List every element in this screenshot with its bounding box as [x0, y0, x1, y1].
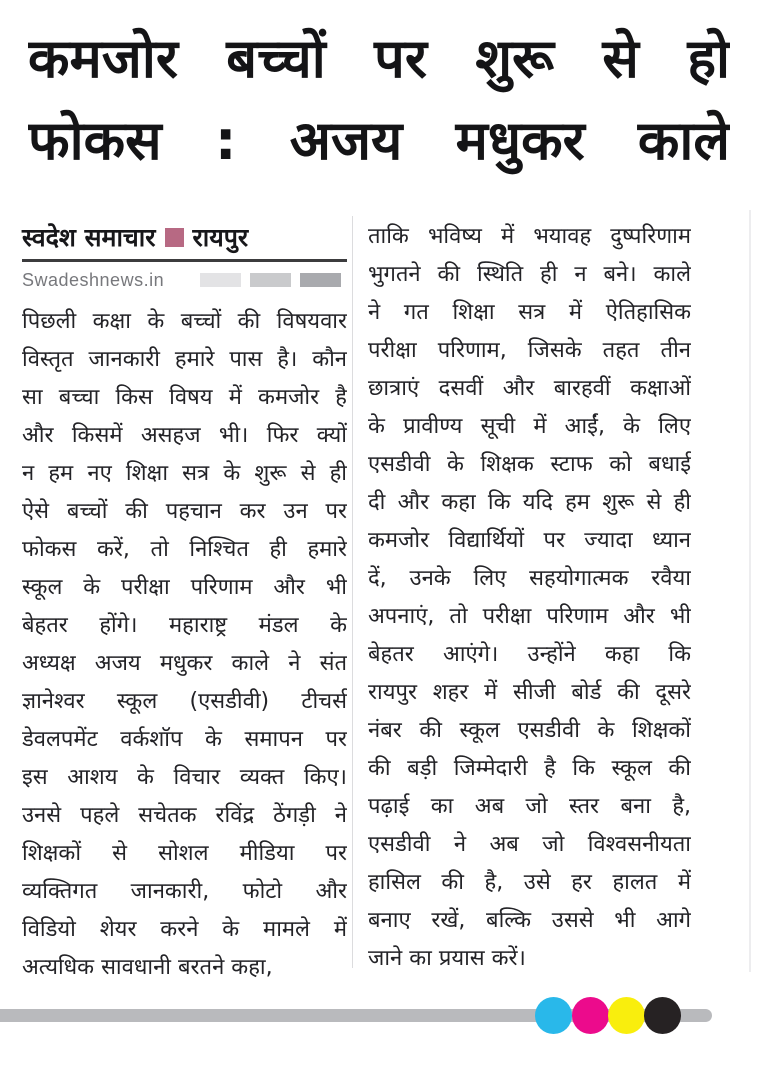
article-line: दी और कहा कि यदि हम शुरू से ही	[368, 490, 691, 515]
article-line: ताकि भविष्य में भयावह दुष्परिणाम	[368, 224, 691, 249]
color-swatch	[250, 273, 291, 287]
color-swatch	[300, 273, 341, 287]
article-line: एसडीवी ने अब जो विश्वसनीयता	[368, 832, 691, 857]
article-line: स्कूल के परीक्षा परिणाम और भी	[22, 575, 347, 600]
article-line: रायपुर शहर में सीजी बोर्ड की दूसरे	[368, 680, 691, 705]
headline	[28, 18, 730, 182]
cmyk-dot-cyan	[535, 997, 572, 1034]
cmyk-dot-yellow	[608, 997, 645, 1034]
headline-line: कमजोर बच्चों पर शुरू से हो	[28, 27, 730, 90]
article-line: बेहतर होंगे। महाराष्ट्र मंडल के	[22, 613, 347, 638]
right-column	[368, 218, 691, 978]
article-line: शिक्षकों से सोशल मीडिया पर	[22, 841, 347, 866]
article-line: भुगतने की स्थिति ही न बने। काले	[368, 262, 691, 287]
article-line: की बड़ी जिम्मेदारी है कि स्कूल की	[368, 756, 691, 781]
color-swatch-group	[200, 273, 347, 287]
color-swatch	[200, 273, 241, 287]
cmyk-dot-magenta	[572, 997, 609, 1034]
column-divider	[352, 216, 353, 968]
article-line: ने गत शिक्षा सत्र में ऐतिहासिक	[368, 300, 691, 325]
left-column	[22, 220, 347, 987]
article-line: एसडीवी के शिक्षक स्टाफ को बधाई	[368, 452, 691, 477]
article-line: व्यक्तिगत जानकारी, फोटो और	[22, 879, 347, 904]
byline	[22, 220, 347, 254]
article-line: पिछली कक्षा के बच्चों की विषयवार	[22, 309, 347, 334]
article-line: डेवलपमेंट वर्कशॉप के समापन पर	[22, 727, 347, 752]
byline-rule	[22, 259, 347, 262]
article-line: उनसे पहले सचेतक रविंद्र ठेंगड़ी ने	[22, 803, 347, 828]
article-line: दें, उनके लिए सहयोगात्मक रवैया	[368, 566, 691, 591]
article-line: बेहतर आएंगे। उन्होंने कहा कि	[368, 642, 691, 667]
article-line: बनाए रखें, बल्कि उससे भी आगे	[368, 908, 691, 933]
article-line: न हम नए शिक्षा सत्र के शुरू से ही	[22, 461, 347, 486]
watermark-row	[22, 271, 347, 289]
article-line: ऐसे बच्चों की पहचान कर उन पर	[22, 499, 347, 524]
article-line: हासिल की है, उसे हर हालत में	[368, 870, 691, 895]
article-line: के प्रावीण्य सूची में आईं, के लिए	[368, 414, 691, 439]
article-line: विस्तृत जानकारी हमारे पास है। कौन	[22, 347, 347, 372]
article-line: विडियो शेयर करने के मामले में	[22, 917, 347, 942]
article-line: फोकस करें, तो निश्चित ही हमारे	[22, 537, 347, 562]
scan-edge-line	[749, 210, 751, 972]
article-line: नंबर की स्कूल एसडीवी के शिक्षकों	[368, 718, 691, 743]
article-line: इस आशय के विचार व्यक्त किए।	[22, 765, 347, 790]
article-line: अध्यक्ष अजय मधुकर काले ने संत	[22, 651, 347, 676]
headline-line: फोकस : अजय मधुकर काले	[28, 109, 730, 172]
article-line: ज्ञानेश्वर स्कूल (एसडीवी) टीचर्स	[22, 689, 347, 714]
byline-separator-square	[165, 228, 184, 247]
article-line: जाने का प्रयास करें।	[368, 946, 526, 971]
article-line: अपनाएं, तो परीक्षा परिणाम और भी	[368, 604, 691, 629]
article-line: सा बच्चा किस विषय में कमजोर है	[22, 385, 347, 410]
article-line: परीक्षा परिणाम, जिसके तहत तीन	[368, 338, 691, 363]
watermark-text: Swadeshnews.in	[22, 269, 165, 290]
article-line: अत्यधिक सावधानी बरतने कहा,	[22, 955, 273, 980]
left-column-text	[22, 303, 347, 987]
cmyk-dot-black	[644, 997, 681, 1034]
article-line: और किसमें असहज भी। फिर क्यों	[22, 423, 347, 448]
article-line: पढ़ाई का अब जो स्तर बना है,	[368, 794, 691, 819]
byline-city: रायपुर	[192, 223, 249, 252]
article-line: कमजोर विद्यार्थियों पर ज्यादा ध्यान	[368, 528, 691, 553]
byline-agency: स्वदेश समाचार	[22, 223, 156, 252]
article-line: छात्राएं दसवीं और बारहवीं कक्षाओं	[368, 376, 691, 401]
